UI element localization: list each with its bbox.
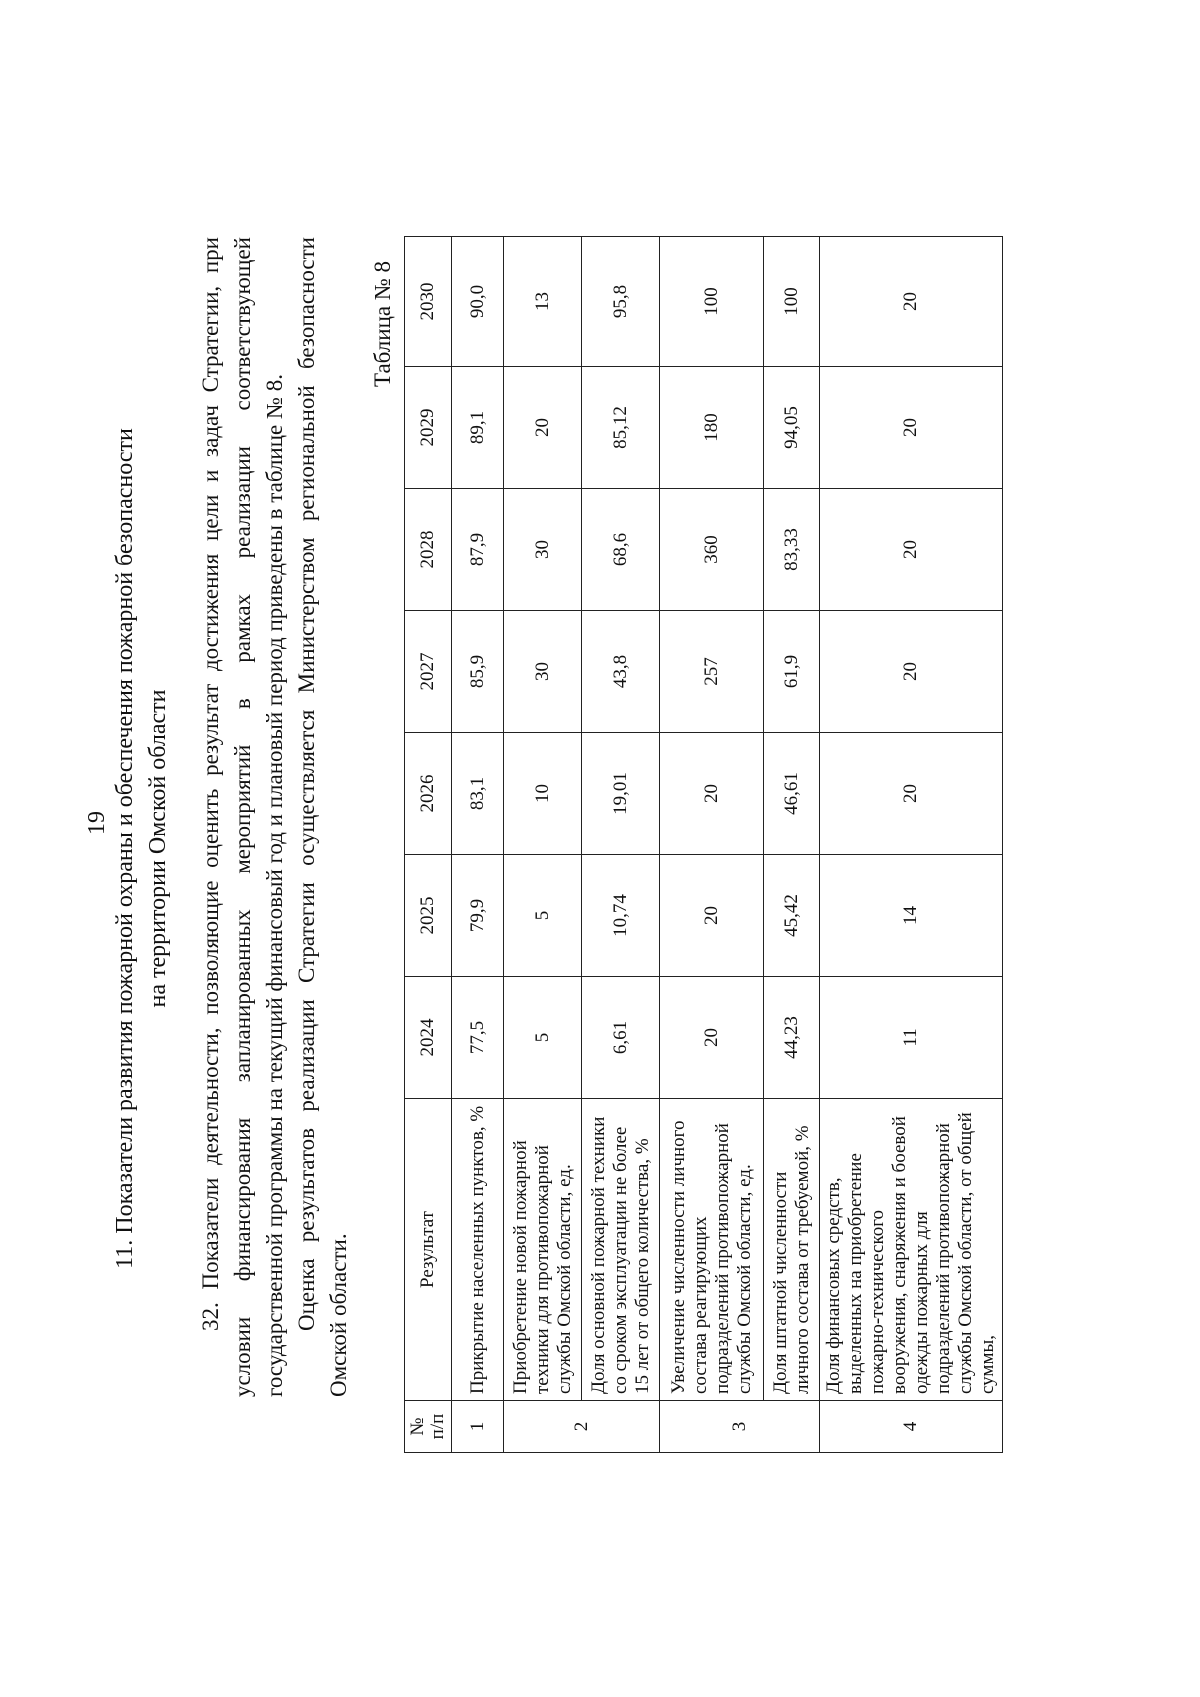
cell-2026: 83,1 <box>452 733 504 855</box>
table-row <box>660 237 764 1453</box>
paragraph-1-line-2: условии финансирования запланированных мероприятий в рамках реализации соответствующей <box>230 237 255 1397</box>
cell-2026: 46,61 <box>764 733 820 855</box>
cell-2025: 79,9 <box>452 855 504 977</box>
paragraph-1-line-3: государственной программы на текущий финансовый год и плановый период приведены в таблице № 8. <box>262 374 287 1397</box>
cell-2024: 11 <box>820 977 1003 1099</box>
cell-2026: 10 <box>504 733 582 855</box>
cell-2029: 180 <box>660 367 764 489</box>
cell-2025: 5 <box>504 855 582 977</box>
page-number: 19 <box>84 811 110 835</box>
cell-2027: 20 <box>820 611 1003 733</box>
header-year-2029: 2029 <box>405 367 452 489</box>
cell-2025: 45,42 <box>764 855 820 977</box>
header-year-2030: 2030 <box>405 237 452 367</box>
paragraph-2-line-2: Омской области. <box>326 1233 351 1397</box>
cell-2027: 85,9 <box>452 611 504 733</box>
table-header-row <box>405 237 452 1453</box>
row-result: Доля штатной численности личного состава от требуемой, % <box>764 1099 820 1401</box>
cell-2029: 94,05 <box>764 367 820 489</box>
header-result: Результат <box>405 1099 452 1401</box>
header-num-abbr: п/п <box>427 1413 448 1440</box>
cell-2024: 5 <box>504 977 582 1099</box>
header-year-2026: 2026 <box>405 733 452 855</box>
cell-2030: 100 <box>660 237 764 367</box>
row-number: 3 <box>660 1401 820 1453</box>
cell-2024: 6,61 <box>582 977 660 1099</box>
header-year-2028: 2028 <box>405 489 452 611</box>
cell-2029: 89,1 <box>452 367 504 489</box>
row-result: Прикрытие населенных пунктов, % <box>452 1099 504 1401</box>
header-num <box>405 1401 452 1453</box>
cell-2026: 20 <box>820 733 1003 855</box>
cell-2026: 19,01 <box>582 733 660 855</box>
paragraph-1-line-1: 32. Показатели деятельности, позволяющие оценить результат достижения цели и задач Стратегии, при <box>198 237 223 1331</box>
table-row <box>504 237 582 1453</box>
header-year-2025: 2025 <box>405 855 452 977</box>
cell-2030: 20 <box>820 237 1003 367</box>
cell-2029: 85,12 <box>582 367 660 489</box>
header-num-symbol: № <box>407 1417 428 1436</box>
header-year-2024: 2024 <box>405 977 452 1099</box>
cell-2025: 20 <box>660 855 764 977</box>
cell-2027: 43,8 <box>582 611 660 733</box>
cell-2027: 30 <box>504 611 582 733</box>
row-number: 1 <box>452 1401 504 1453</box>
cell-2028: 87,9 <box>452 489 504 611</box>
row-result: Доля финансовых средств, выделенных на приобретение пожарно-технического вооружения, снаряжения и боевой одежды пожарных для подразделений противопожарной службы Омской области, от общей суммы, <box>820 1099 1003 1401</box>
row-result: Доля основной пожарной техники со сроком эксплуатации не более 15 лет от общего количества, % <box>582 1099 660 1401</box>
cell-2029: 20 <box>820 367 1003 489</box>
cell-2030: 90,0 <box>452 237 504 367</box>
table-row <box>452 237 504 1453</box>
cell-2026: 20 <box>660 733 764 855</box>
row-number: 2 <box>504 1401 660 1453</box>
cell-2027: 61,9 <box>764 611 820 733</box>
row-result: Приобретение новой пожарной техники для противопожарной службы Омской области, ед. <box>504 1099 582 1401</box>
paragraph-2-line-1: Оценка результатов реализации Стратегии осуществляется Министерством региональной безопасности <box>294 237 319 1331</box>
cell-2028: 30 <box>504 489 582 611</box>
cell-2028: 68,6 <box>582 489 660 611</box>
cell-2030: 100 <box>764 237 820 367</box>
cell-2024: 44,23 <box>764 977 820 1099</box>
row-result: Увеличение численности личного состава реагирующих подразделений противопожарной службы Омской области, ед. <box>660 1099 764 1401</box>
header-year-2027: 2027 <box>405 611 452 733</box>
cell-2030: 13 <box>504 237 582 367</box>
table-row <box>820 237 1003 1453</box>
cell-2024: 77,5 <box>452 977 504 1099</box>
cell-2030: 95,8 <box>582 237 660 367</box>
row-number: 4 <box>820 1401 1003 1453</box>
cell-2029: 20 <box>504 367 582 489</box>
cell-2024: 20 <box>660 977 764 1099</box>
results-table <box>404 236 1003 1453</box>
section-heading-line-2: на территории Омской области <box>145 689 171 1008</box>
cell-2028: 360 <box>660 489 764 611</box>
table-row <box>582 237 660 1453</box>
cell-2027: 257 <box>660 611 764 733</box>
cell-2028: 20 <box>820 489 1003 611</box>
table-row <box>764 237 820 1453</box>
section-heading-line-1: 11. Показатели развития пожарной охраны и обеспечения пожарной безопасности <box>112 428 138 1269</box>
cell-2025: 14 <box>820 855 1003 977</box>
cell-2028: 83,33 <box>764 489 820 611</box>
table-caption: Таблица № 8 <box>370 260 395 387</box>
cell-2025: 10,74 <box>582 855 660 977</box>
